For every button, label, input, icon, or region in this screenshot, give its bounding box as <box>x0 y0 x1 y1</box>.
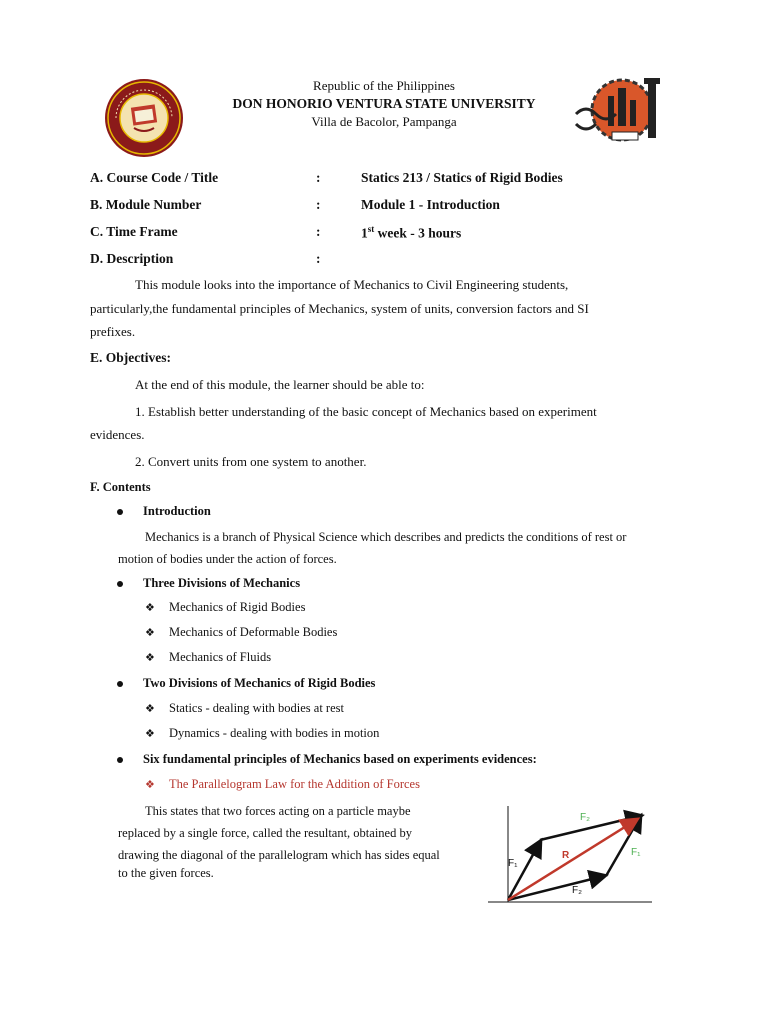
parallelogram-diagram <box>480 800 660 910</box>
bullet-icon <box>117 757 123 763</box>
course-code-label: A. Course Code / Title <box>90 170 219 185</box>
parallelogram-text-line-4: to the given forces. <box>118 866 214 880</box>
parallelogram-text-line-1: This states that two forces acting on a particle maybe <box>145 804 411 818</box>
diamond-bullet-icon: ❖ <box>145 778 155 791</box>
division-item-dynamics: Dynamics - dealing with bodies in motion <box>169 726 380 740</box>
introduction-text-line-2: motion of bodies under the action of forces. <box>118 552 337 566</box>
label-f2-top: F₂ <box>580 812 590 823</box>
diamond-bullet-icon: ❖ <box>145 601 155 614</box>
course-code-value: Statics 213 / Statics of Rigid Bodies <box>361 170 563 185</box>
header-university-name: DON HONORIO VENTURA STATE UNIVERSITY <box>232 96 536 111</box>
time-frame-label: C. Time Frame <box>90 224 178 239</box>
three-divisions-label: Three Divisions of Mechanics <box>143 576 301 590</box>
six-principles-label: Six fundamental principles of Mechanics based on experiments evidences: <box>143 752 537 766</box>
diamond-bullet-icon: ❖ <box>145 727 155 740</box>
time-frame-colon: : <box>316 224 321 239</box>
label-resultant: R <box>562 850 570 861</box>
introduction-text-line-1: Mechanics is a branch of Physical Science which describes and predicts the conditions of rest or <box>145 530 627 544</box>
label-f2-bottom: F₂ <box>572 885 582 896</box>
module-number-label: B. Module Number <box>90 197 202 212</box>
parallelogram-text-line-2: replaced by a single force, called the resultant, obtained by <box>118 826 412 840</box>
objectives-intro: At the end of this module, the learner should be able to: <box>135 377 425 392</box>
time-frame-value: 1st week - 3 hours <box>361 224 462 241</box>
module-number-colon: : <box>316 197 321 212</box>
vector-f2-bottom <box>508 876 604 900</box>
description-line-3: prefixes. <box>90 324 136 339</box>
contents-title: F. Contents <box>90 480 151 494</box>
introduction-label: Introduction <box>143 504 211 518</box>
description-colon: : <box>316 251 321 266</box>
parallelogram-text-line-3: drawing the diagonal of the parallelogram which has sides equal <box>118 848 440 862</box>
label-f1-left: F₁ <box>508 858 518 869</box>
division-item-rigid: Mechanics of Rigid Bodies <box>169 600 306 614</box>
objectives-title: E. Objectives: <box>90 350 171 365</box>
two-divisions-label: Two Divisions of Mechanics of Rigid Bodies <box>143 676 376 690</box>
description-line-1: This module looks into the importance of Mechanics to Civil Engineering students, <box>135 277 569 292</box>
description-label: D. Description <box>90 251 174 266</box>
header-address: Villa de Bacolor, Pampanga <box>311 114 457 129</box>
objective-1-line-1: 1. Establish better understanding of the basic concept of Mechanics based on experiment <box>135 404 597 419</box>
description-line-2: particularly,the fundamental principles of Mechanics, system of units, conversion factors and SI <box>90 301 589 316</box>
header-country: Republic of the Philippines <box>313 78 455 93</box>
objective-2: 2. Convert units from one system to another. <box>135 454 367 469</box>
division-item-deformable: Mechanics of Deformable Bodies <box>169 625 338 639</box>
diamond-bullet-icon: ❖ <box>145 651 155 664</box>
diamond-bullet-icon: ❖ <box>145 626 155 639</box>
bullet-icon <box>117 681 123 687</box>
course-code-colon: : <box>316 170 321 185</box>
parallelogram-law-item: The Parallelogram Law for the Addition of Forces <box>169 777 420 791</box>
objective-1-line-2: evidences. <box>90 427 145 442</box>
bullet-icon <box>117 509 123 515</box>
bullet-icon <box>117 581 123 587</box>
module-number-value: Module 1 - Introduction <box>361 197 500 212</box>
division-item-statics: Statics - dealing with bodies at rest <box>169 701 344 715</box>
division-item-fluids: Mechanics of Fluids <box>169 650 272 664</box>
label-f1-right: F₁ <box>631 847 641 858</box>
diamond-bullet-icon: ❖ <box>145 702 155 715</box>
